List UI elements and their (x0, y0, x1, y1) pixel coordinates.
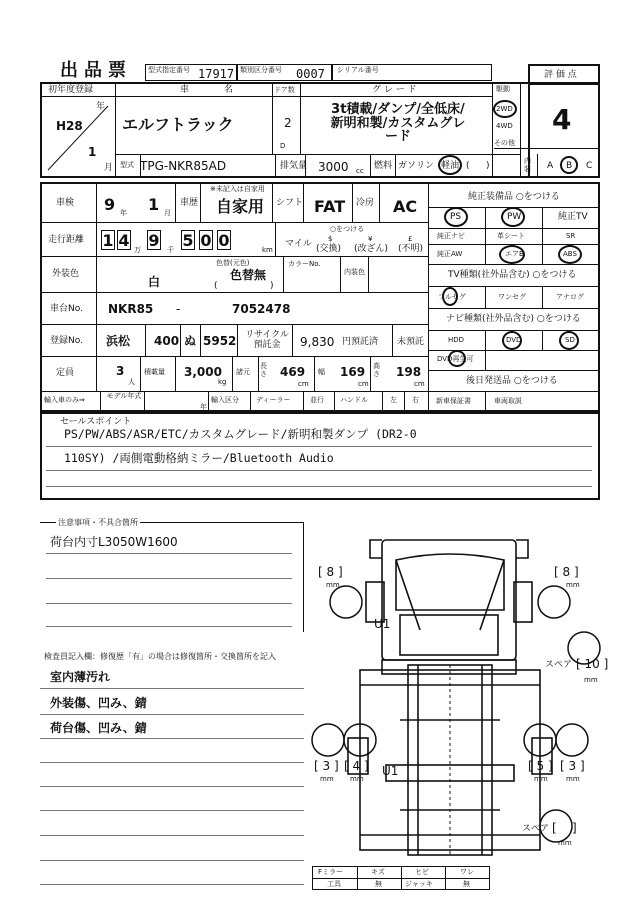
spare-lower: [ ] (552, 821, 577, 835)
mileage-digit-2: 4 (118, 231, 130, 250)
equip-sr: SR (566, 232, 576, 240)
equip-airbag: エアB (505, 250, 524, 258)
footer-fmirror-label: Fミラー (318, 868, 344, 876)
mileage-sen-unit: 千 (167, 246, 174, 254)
equip-ps-circle (444, 207, 468, 227)
handle-left: 左 (390, 396, 397, 404)
later-warranty: 新車保証書 (436, 397, 471, 405)
height-value: 198 (396, 365, 422, 379)
damage-u1-bottom: U1 (382, 764, 399, 778)
sales-points-line-1: PS/PW/ABS/ASR/ETC/カスタムグレード/新明和製ダンプ (DR2-0 (64, 427, 417, 441)
tread-front-right-unit: mm (566, 581, 580, 589)
notes-label: 注意事項・不具合箇所 (58, 518, 138, 527)
fuel-gasoline: ガソリン (398, 161, 435, 171)
interior-color-label: 内装色 (344, 268, 365, 276)
shift-label: シフト (276, 198, 304, 208)
drive-2wd: 2WD (496, 105, 513, 113)
navi-dvd-circle (502, 331, 522, 350)
mileage-circle-note: ○をつける (330, 225, 365, 233)
serial-label: シリアル番号 (337, 66, 379, 74)
inspector-label: 検査員記入欄：修復歴「有」の場合は修復箇所・交換箇所を記入 (44, 652, 276, 661)
later-manual: 車両取説 (494, 397, 522, 405)
grade-text: 3t積載/ダンプ/全低床/新明和製/カスタムグレード (330, 102, 466, 145)
chassis-dash: - (176, 302, 181, 316)
serial-cell (332, 64, 492, 81)
equip-navi: 純正ナビ (437, 232, 465, 240)
drive-4wd: 4WD (496, 122, 513, 130)
width-value: 169 (340, 365, 366, 379)
model-value: TPG-NKR85AD (140, 159, 227, 173)
tread-rear-inner-right-unit: mm (534, 775, 548, 783)
inspector-line-3: 荷台傷、凹み、錆 (50, 721, 147, 735)
tread-rear-inner-left-unit: mm (350, 775, 364, 783)
tread-rear-inner-left: [ 4 ] (344, 759, 369, 773)
navi-type-title: ナビ種類(社外品含む) ○をつける (446, 314, 581, 324)
capacity-value: 3 (116, 364, 125, 378)
recycle-label: リサイクル預託金 (245, 330, 289, 351)
mileage-digit-3: 9 (148, 231, 160, 250)
tread-front-left: [ 8 ] (318, 565, 343, 579)
evaluation-label: 評 価 点 (544, 70, 577, 80)
fuel-label: 燃料 (374, 161, 393, 171)
fuel-diesel-circle (438, 155, 462, 175)
tv-fullseg-circle (442, 287, 458, 306)
drive-other: その他 (494, 139, 515, 147)
handle-label: ハンドル (340, 396, 368, 404)
equip-abs-circle (558, 245, 582, 264)
footer-kizu-label: キズ (371, 868, 385, 876)
first-reg-year: H28 (56, 119, 83, 133)
model-designation-label: 型式指定番号 (148, 66, 190, 74)
ac-label: 冷房 (356, 198, 375, 208)
tread-front-right: [ 8 ] (554, 565, 579, 579)
history-note: ※未記入は自家用 (210, 185, 265, 193)
sales-points-label: セールスポイント (60, 417, 132, 427)
import-class-label: 輸入区分 (211, 396, 239, 404)
footer-tools-value: 無 (375, 880, 382, 888)
standard-equip-title: 純正装備品 ○をつける (468, 192, 560, 202)
mile-unknown: (不明) (398, 244, 424, 254)
shift-value: FAT (314, 197, 346, 216)
doors-label: ドア数 (274, 86, 295, 94)
equip-tv: 純正TV (558, 212, 588, 222)
displacement-label: 排気量 (280, 161, 308, 171)
spare-label-upper: スペア (545, 660, 573, 670)
inspection-label: 車検 (56, 198, 75, 208)
tread-rear-inner-right: [ 5 ] (528, 759, 553, 773)
category-cell (237, 64, 332, 81)
first-reg-diagonal (44, 100, 112, 174)
footer-table (312, 866, 490, 890)
fuel-diesel: 軽油 (441, 161, 460, 171)
capacity-unit: 人 (128, 378, 135, 386)
tv-analog: アナログ (556, 293, 584, 301)
history-label: 車歴 (180, 198, 199, 208)
inspection-month: 1 (148, 195, 160, 214)
length-unit: cm (298, 380, 309, 388)
navi-dvd: DVD (506, 336, 522, 344)
drive-2wd-circle (493, 100, 517, 118)
displacement-value: 3000 (318, 160, 349, 174)
handle-right: 右 (412, 396, 419, 404)
doors-value: 2 (284, 116, 292, 130)
evaluation-score: 4 (552, 103, 572, 136)
first-reg-year-unit: 年 (96, 102, 106, 112)
navi-sd-circle (559, 331, 579, 350)
first-reg-label: 初年度登録 (48, 85, 94, 95)
height-unit: cm (414, 380, 425, 388)
navi-hdd: HDD (448, 336, 465, 344)
capacity-label: 定員 (56, 368, 75, 378)
mile-rewind: (改ざん) (354, 244, 389, 254)
inspector-line-1: 室内薄汚れ (50, 670, 111, 684)
tread-rear-outer-right-unit: mm (566, 775, 580, 783)
color-no-label: カラーNo. (288, 260, 321, 268)
model-year-label: モデル年式 (106, 392, 142, 400)
spare-lower-unit: mm (558, 839, 572, 847)
tread-rear-outer-left-unit: mm (320, 775, 334, 783)
color-change-label: 色替(元色) (216, 259, 250, 267)
plate-kana: ぬ (184, 334, 197, 348)
spare-upper-unit: mm (584, 676, 598, 684)
mileage-digit-1: 1 (102, 231, 114, 250)
first-reg-month-unit: 月 (104, 163, 114, 173)
footer-jack-label: ジャッキ (405, 880, 433, 888)
interior-b: B (566, 161, 573, 171)
height-label: 高さ (373, 362, 380, 378)
mile-mark-yen: ¥ (368, 235, 373, 243)
load-unit: kg (218, 378, 227, 386)
plate-label: 登録No. (50, 336, 83, 346)
car-name-label: 車 名 (180, 85, 249, 95)
mileage-digit-5: 0 (200, 231, 212, 250)
notes-line-1: 荷台内寸L3050W1600 (50, 535, 178, 549)
footer-jack-value: 無 (463, 880, 470, 888)
mileage-digit-4: 5 (182, 231, 194, 250)
tv-oneseg: ワンセグ (498, 293, 526, 301)
load-label: 積載量 (144, 368, 165, 376)
equip-airbag-circle (499, 245, 525, 264)
footer-ware-label: ワレ (460, 868, 474, 876)
category-label: 類別区分番号 (240, 66, 282, 74)
mile-swap: (交換) (316, 244, 342, 254)
length-value: 469 (280, 365, 306, 379)
chassis-prefix: NKR85 (108, 302, 154, 316)
equip-pw: PW (507, 212, 522, 222)
mile-mark-dollar: $ (328, 235, 333, 243)
width-label: 幅 (318, 368, 325, 376)
plate-number: 5952 (203, 334, 237, 348)
import-parallel: 並行 (310, 396, 324, 404)
color-change-value: 色替無 (230, 268, 267, 282)
interior-b-circle (560, 156, 578, 174)
category-value: 0007 (296, 67, 325, 81)
mile-label: マイル (285, 239, 312, 249)
import-label: 輸入車のみ⇒ (44, 396, 85, 404)
model-designation-value: 17917 (198, 67, 235, 81)
model-label: 型式 (120, 161, 134, 169)
import-dealer: ディーラー (256, 396, 291, 404)
mileage-label: 走行距離 (48, 235, 85, 245)
tv-type-title: TV種類(社外品含む) ○をつける (448, 270, 577, 280)
tread-rear-outer-right: [ 3 ] (560, 759, 585, 773)
navi-dvd-play: DVD再生可 (437, 355, 474, 363)
history-value: 自家用 (216, 197, 265, 216)
ac-value: AC (393, 197, 418, 216)
inspector-line-2: 外装傷、凹み、錆 (50, 696, 147, 710)
load-value: 3,000 (184, 365, 222, 379)
page-title: 出品票 (60, 60, 132, 81)
mileage-man-unit: 万 (134, 246, 141, 254)
tread-rear-outer-left: [ 3 ] (314, 759, 339, 773)
footer-hibi-label: ヒビ (415, 868, 429, 876)
model-designation-cell (145, 64, 237, 81)
tread-front-left-unit: mm (326, 581, 340, 589)
recycle-amount: 9,830 (300, 335, 335, 349)
dims-label: 諸元 (236, 368, 250, 376)
damage-u1-top: U1 (374, 617, 391, 631)
navi-sd: SD (565, 336, 575, 344)
inspection-month-unit: 月 (164, 209, 171, 217)
chassis-label: 車台No. (50, 304, 83, 314)
grade-header: グ レ ー ド (372, 85, 417, 95)
equip-pw-circle (501, 207, 525, 227)
color-value: 白 (148, 275, 161, 289)
plate-region: 浜松 (106, 334, 131, 348)
inspection-year-unit: 年 (120, 209, 127, 217)
equip-leather: 革シート (497, 232, 525, 240)
mile-mark-pound: £ (408, 235, 413, 243)
tv-fullseg: フルセグ (438, 293, 466, 301)
recycle-paid: 円預託済 (342, 337, 379, 347)
later-shipment-title: 後日発送品 ○をつける (466, 376, 558, 386)
length-label: 長さ (260, 362, 267, 378)
displacement-unit: cc (356, 167, 364, 175)
first-reg-month: 1 (88, 145, 97, 159)
spare-label-lower: スペア (522, 824, 550, 834)
interior-a: A (547, 161, 554, 171)
equip-abs: ABS (563, 250, 577, 258)
door-suffix: D (280, 142, 286, 150)
chassis-number: 7052478 (232, 302, 291, 316)
mileage-km-unit: km (262, 246, 273, 254)
inspection-year: 9 (104, 195, 116, 214)
footer-tools-label: 工具 (327, 880, 341, 888)
recycle-unpaid: 未預託 (397, 337, 425, 347)
interior-c: C (586, 161, 593, 171)
navi-dvd-play-circle (448, 350, 466, 367)
equip-aw: 純正AW (437, 250, 463, 258)
interior-label: 内装 (524, 157, 531, 173)
mileage-digit-6: 0 (218, 231, 230, 250)
plate-class: 400 (154, 334, 180, 348)
sales-points-line-2: 110SY) /両側電動格納ミラー/Bluetooth Audio (64, 451, 334, 465)
width-unit: cm (358, 380, 369, 388)
drive-label: 駆動 (496, 85, 510, 93)
spare-upper: [ 10 ] (576, 657, 609, 671)
equip-ps: PS (450, 212, 462, 222)
color-label: 外装色 (52, 269, 80, 279)
car-name: エルフトラック (122, 115, 234, 134)
